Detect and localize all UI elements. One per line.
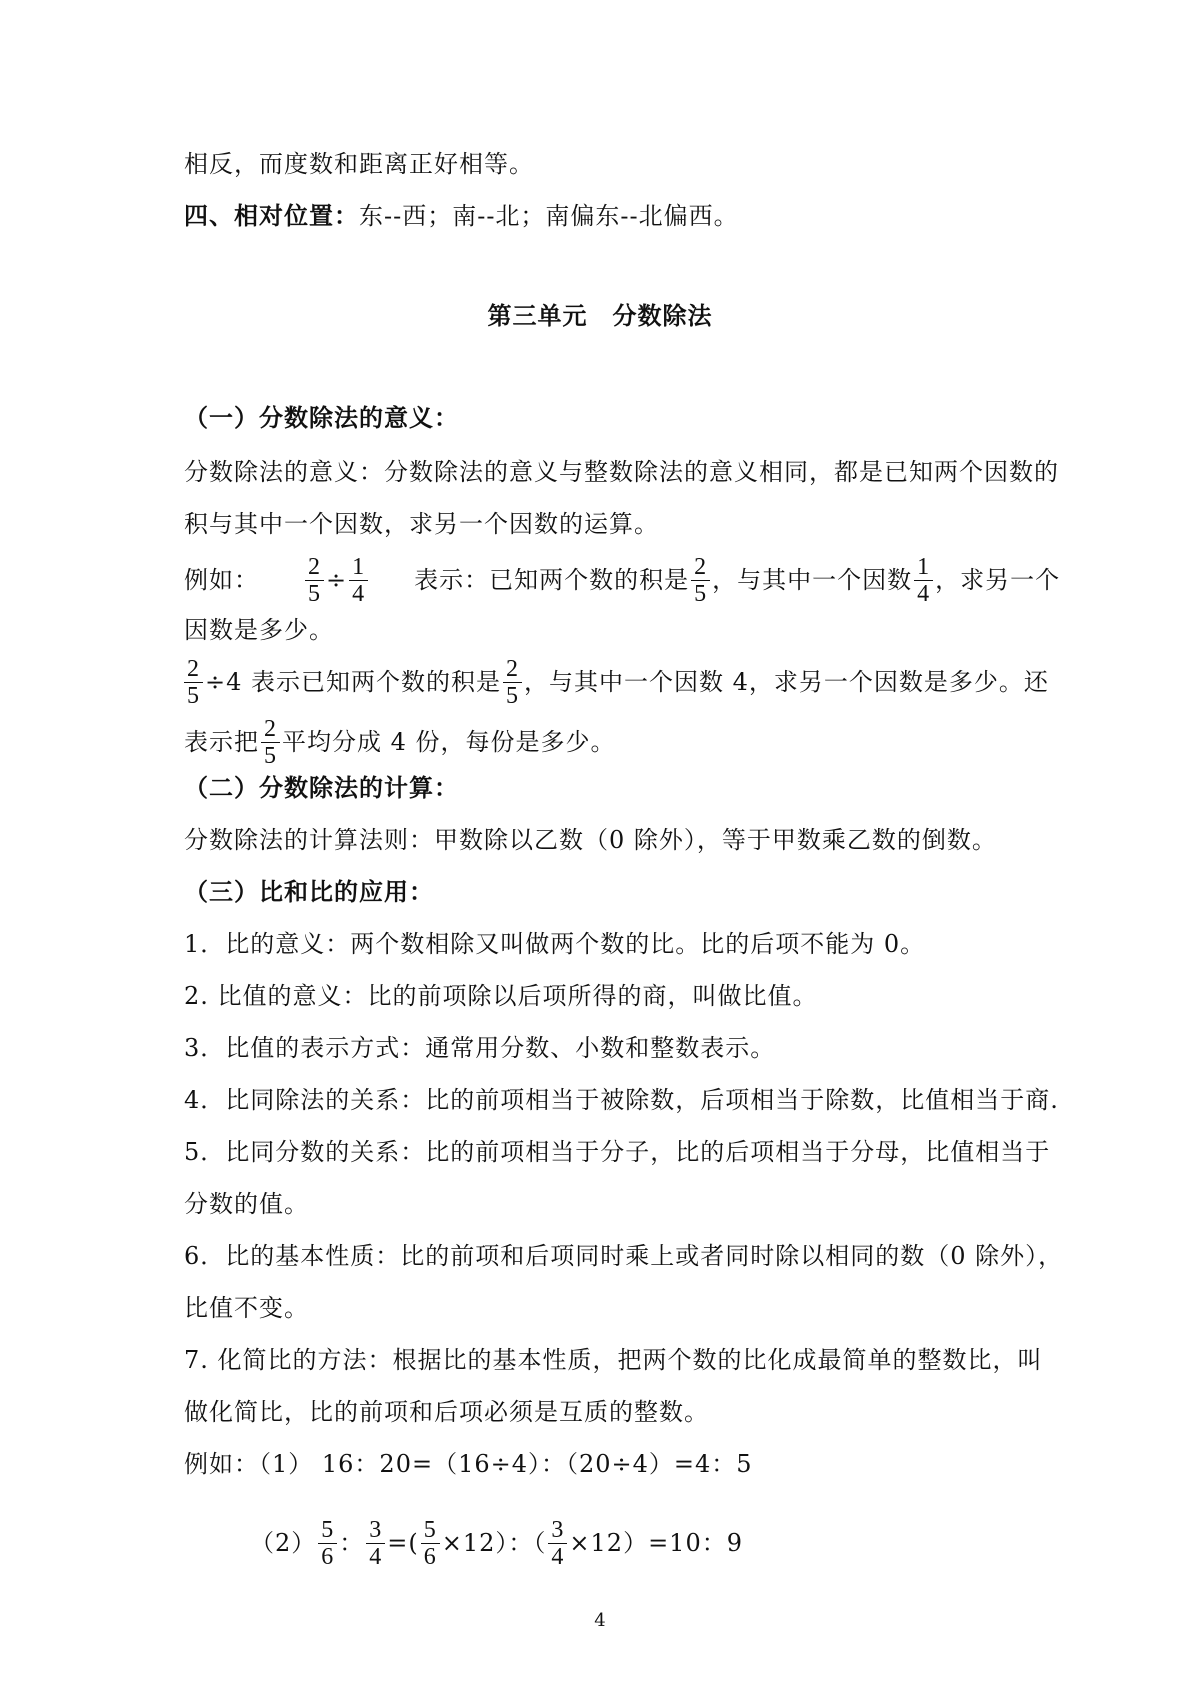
example2-text3: 表示把 [184,728,259,756]
example2-text2: ，与其中一个因数 4，求另一个因数是多少。还 [524,668,1049,696]
list-item: 2. 比值的意义：比的前项除以后项所得的商，叫做比值。 [184,982,818,1010]
part3-heading: （三）比和比的应用： [184,877,434,906]
list-item: 7. 化简比的方法：根据比的基本性质，把两个数的比化成最简单的整数比，叫 [184,1346,1043,1374]
ratio-colon: ： [339,1529,365,1557]
divide-sign: ÷ [326,566,348,594]
part1-def-line2: 积与其中一个因数，求另一个因数的运算。 [184,510,659,538]
list-item: 1．比的意义：两个数相除又叫做两个数的比。比的后项不能为 0。 [184,930,926,958]
unit-title: 第三单元 分数除法 [487,301,713,330]
fraction: $\frac{2}{5}$ [184,656,203,709]
ratio-result: ×12）=10：9 [569,1529,743,1557]
list-item: 4．比同除法的关系：比的前项相当于被除数，后项相当于除数，比值相当于商. [184,1086,1059,1114]
fraction: $\frac{1}{4}$ [349,554,368,607]
page-number: 4 [594,1610,606,1631]
example2-text1: ÷4 表示已知两个数的积是 [205,668,502,696]
list-item: 分数的值。 [184,1190,309,1218]
text-line: 相反，而度数和距离正好相等。 [184,150,534,178]
list-item: 6．比的基本性质：比的前项和后项同时乘上或者同时除以相同的数（0 除外）， [184,1242,1064,1270]
part1-heading: （一）分数除法的意义： [184,403,459,432]
list-item: 5．比同分数的关系：比的前项相当于分子，比的后项相当于分母，比值相当于 [184,1138,1051,1166]
fraction: $\frac{5}{6}$ [318,1517,337,1570]
part1-def-line1: 分数除法的意义：分数除法的意义与整数除法的意义相同，都是已知两个因数的 [184,458,1059,486]
example1-mid2: ，与其中一个因数 [712,566,913,594]
part2-heading: （二）分数除法的计算： [184,773,459,802]
list-item: 3．比值的表示方式：通常用分数、小数和整数表示。 [184,1034,776,1062]
example2-text4: 平均分成 4 份，每份是多少。 [282,728,616,756]
example1-line [184,552,1060,608]
example1-mid: 表示：已知两个数的积是 [414,566,690,594]
example2-line2 [184,712,616,772]
list-item: 比值不变。 [184,1294,309,1322]
section-4-text: 东--西；南--北；南偏东--北偏西。 [359,202,739,230]
example-ratio-2 [250,1512,743,1574]
fraction: $\frac{2}{5}$ [691,554,710,607]
example1-tail: ，求另一个 [935,566,1061,594]
example1-cont: 因数是多少。 [184,616,334,644]
fraction: $\frac{3}{4}$ [366,1517,385,1570]
example-ratio-2-prefix: （2） [250,1529,317,1557]
part2-rule: 分数除法的计算法则：甲数除以乙数（0 除外），等于甲数乘乙数的倒数。 [184,826,997,854]
ratio-text: ×12）：（ [441,1529,547,1557]
example2-line1 [184,652,1049,712]
fraction: $\frac{5}{6}$ [421,1517,440,1570]
list-item: 做化简比，比的前项和后项必须是互质的整数。 [184,1398,709,1426]
fraction: $\frac{1}{4}$ [914,554,933,607]
fraction: $\frac{3}{4}$ [548,1517,567,1570]
section-4-line [184,200,739,232]
fraction: $\frac{2}{5}$ [305,554,324,607]
equals-text: =( [387,1529,419,1557]
fraction: $\frac{2}{5}$ [503,656,522,709]
section-4-label: 四、相对位置： [184,201,359,230]
example-ratio-1: 例如：（1） 16：20=（16÷4）：（20÷4）=4：5 [184,1450,753,1478]
fraction: $\frac{2}{5}$ [261,716,280,769]
example1-prefix: 例如： [184,566,259,594]
